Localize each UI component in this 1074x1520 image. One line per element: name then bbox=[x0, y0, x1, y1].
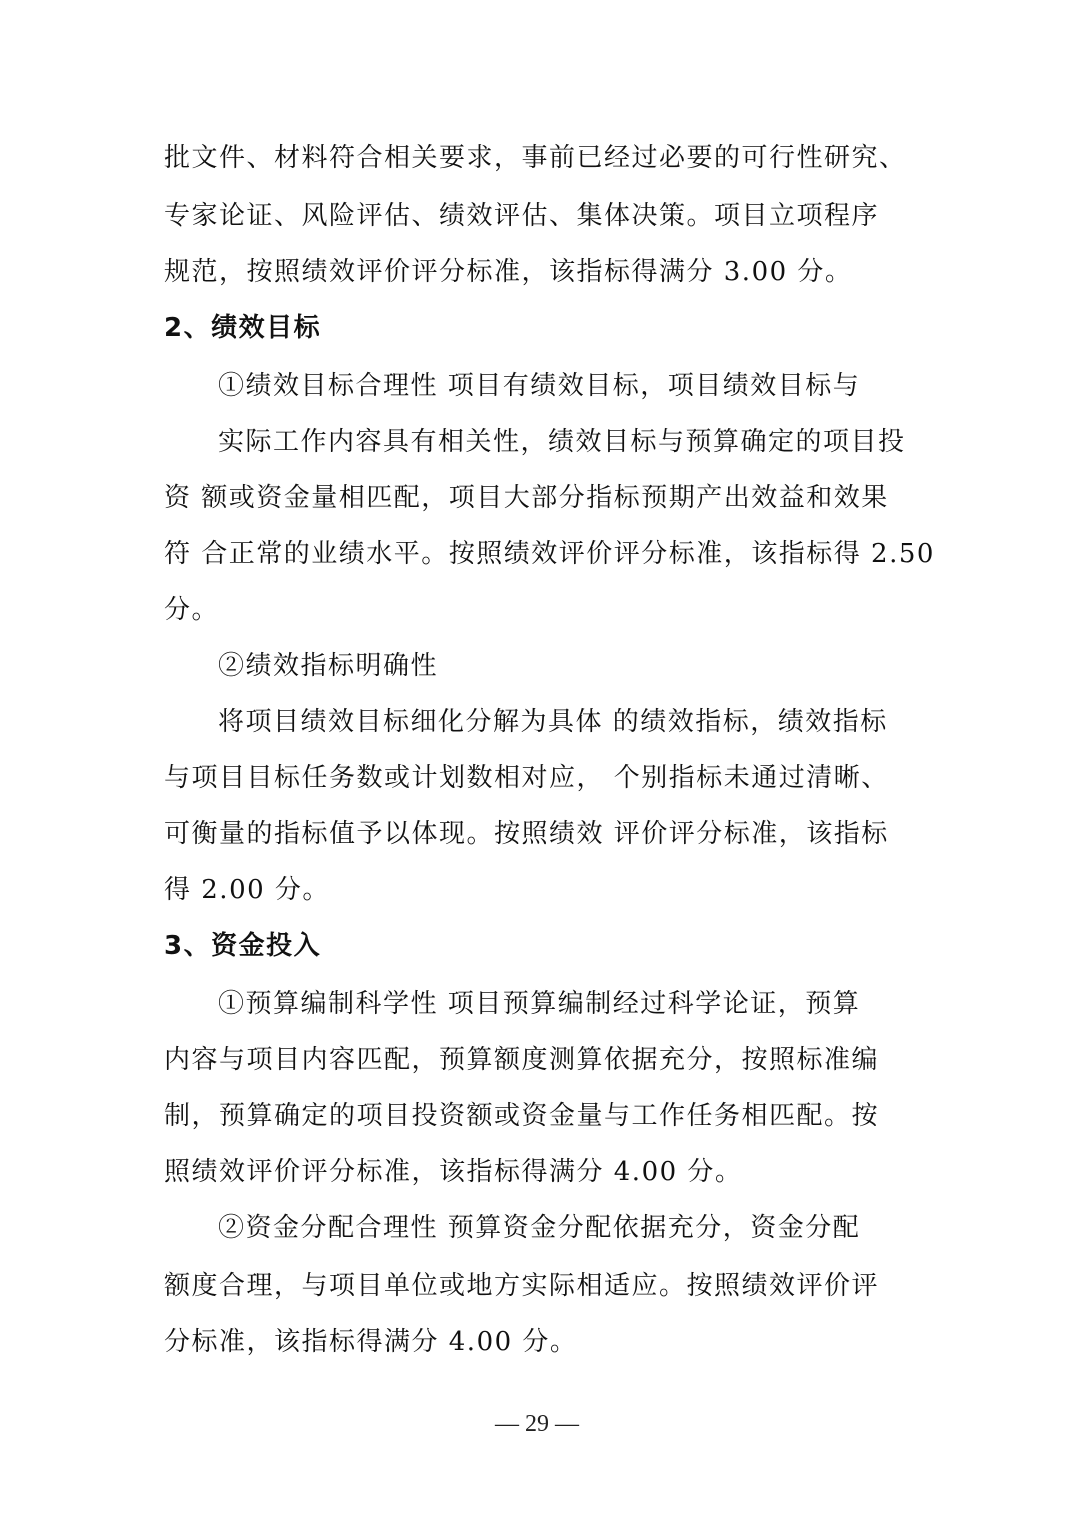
text-line: ①绩效目标合理性 项目有绩效目标，项目绩效目标与 bbox=[218, 371, 861, 401]
text-line: 分。 bbox=[164, 595, 220, 625]
text-line: ①预算编制科学性 项目预算编制经过科学论证，预算 bbox=[218, 989, 861, 1019]
text-line: 规范，按照绩效评价评分标准，该指标得满分 3.00 分。 bbox=[164, 257, 853, 287]
section-heading: 2、绩效目标 bbox=[164, 313, 322, 343]
text-line: 符 合正常的业绩水平。按照绩效评价评分标准，该指标得 2.50 bbox=[164, 539, 935, 569]
text-line: 内容与项目内容匹配，预算额度测算依据充分，按照标准编 bbox=[164, 1045, 880, 1075]
text-line: 将项目绩效目标细化分解为具体 的绩效指标，绩效指标 bbox=[218, 707, 888, 737]
text-line: 专家论证、风险评估、绩效评估、集体决策。项目立项程序 bbox=[164, 201, 880, 231]
text-line: 制，预算确定的项目投资额或资金量与工作任务相匹配。按 bbox=[164, 1101, 880, 1131]
text-line: 照绩效评价评分标准，该指标得满分 4.00 分。 bbox=[164, 1157, 743, 1187]
text-line: 得 2.00 分。 bbox=[164, 875, 330, 905]
text-line: 与项目目标任务数或计划数相对应， 个别指标未通过清晰、 bbox=[164, 763, 889, 793]
page-number: — 29 — bbox=[495, 1411, 579, 1437]
text-line: 分标准，该指标得满分 4.00 分。 bbox=[164, 1327, 578, 1357]
text-line: ②绩效指标明确性 bbox=[218, 651, 439, 681]
text-line: 可衡量的指标值予以体现。按照绩效 评价评分标准，该指标 bbox=[164, 819, 889, 849]
text-line: 实际工作内容具有相关性，绩效目标与预算确定的项目投 bbox=[218, 427, 906, 457]
text-line: 额度合理，与项目单位或地方实际相适应。按照绩效评价评 bbox=[164, 1271, 880, 1301]
text-line: ②资金分配合理性 预算资金分配依据充分，资金分配 bbox=[218, 1213, 861, 1243]
text-line: 批文件、材料符合相关要求，事前已经过必要的可行性研究、 bbox=[164, 143, 907, 173]
section-heading: 3、资金投入 bbox=[164, 931, 322, 961]
text-line: 资 额或资金量相匹配，项目大部分指标预期产出效益和效果 bbox=[164, 483, 889, 513]
